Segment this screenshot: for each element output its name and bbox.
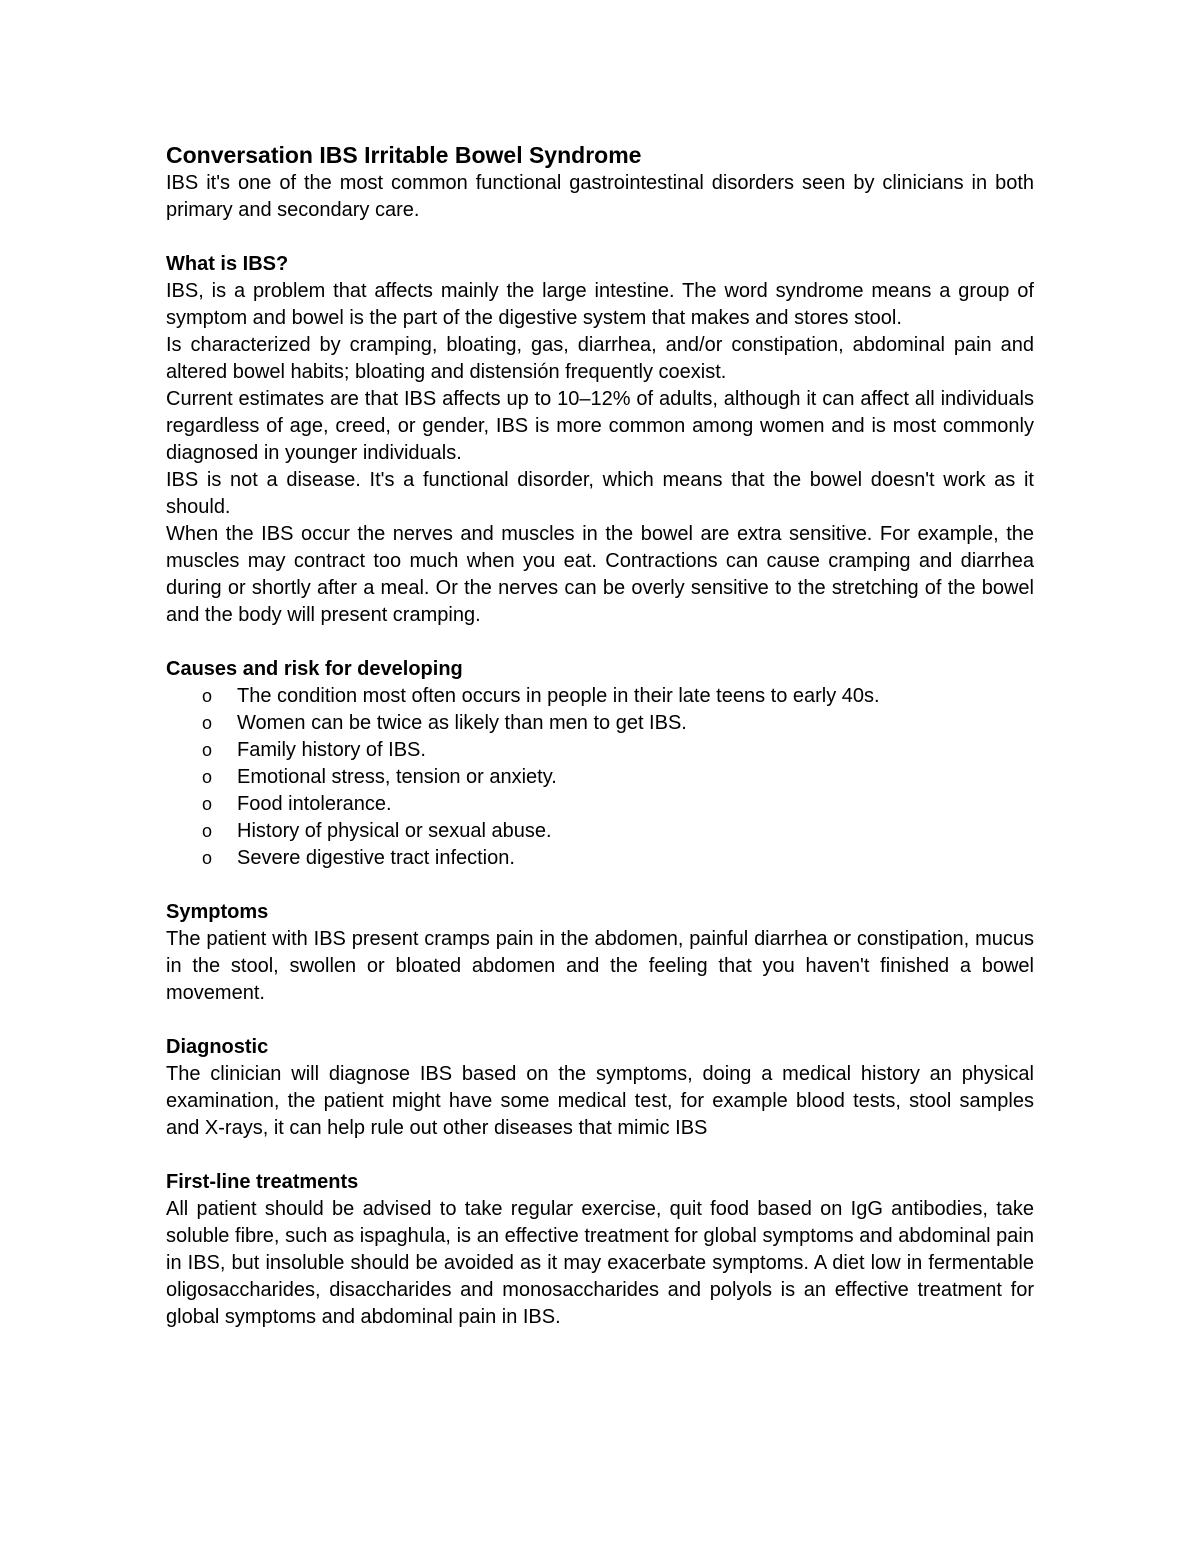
causes-heading: Causes and risk for developing <box>166 658 463 680</box>
bullet-icon: o <box>202 740 213 760</box>
list-item-text: Family history of IBS. <box>237 739 426 761</box>
spacer <box>166 872 1034 899</box>
list-item-text: The condition most often occurs in people in their late teens to early 40s. <box>237 685 880 707</box>
spacer <box>166 1142 1034 1169</box>
document-page <box>166 140 1034 1331</box>
bullet-icon: o <box>202 713 213 733</box>
symptoms-paragraph: The patient with IBS present cramps pain in the abdomen, painful diarrhea or constipation, mucus in the stool, swollen or bloated abdomen and the feeling that you haven't finished a bowel movement. <box>166 928 1034 1004</box>
bullet-icon: o <box>202 767 213 787</box>
bullet-icon: o <box>202 821 213 841</box>
what-is-paragraph-4: IBS is not a disease. It's a functional disorder, which means that the bowel doesn't work as it should. <box>166 469 1034 518</box>
bullet-icon: o <box>202 794 213 814</box>
list-item-text: Severe digestive tract infection. <box>237 847 515 869</box>
what-is-paragraph-3: Current estimates are that IBS affects up to 10–12% of adults, although it can affect all individuals regardless of age, creed, or gender, IBS is more common among women and is most commonly diagnosed in younger individuals. <box>166 388 1034 464</box>
list-item <box>166 737 1034 764</box>
list-item-text: History of physical or sexual abuse. <box>237 820 552 842</box>
bullet-icon: o <box>202 848 213 868</box>
symptoms-heading: Symptoms <box>166 901 269 923</box>
what-is-paragraph-2: Is characterized by cramping, bloating, gas, diarrhea, and/or constipation, abdominal pain and altered bowel habits; bloating and distensión frequently coexist. <box>166 334 1034 383</box>
treatments-heading: First-line treatments <box>166 1171 359 1193</box>
list-item <box>166 845 1034 872</box>
what-is-paragraph-1: IBS, is a problem that affects mainly the large intestine. The word syndrome means a group of symptom and bowel is the part of the digestive system that makes and stores stool. <box>166 280 1034 329</box>
list-item <box>166 818 1034 845</box>
treatments-paragraph: All patient should be advised to take regular exercise, quit food based on IgG antibodies, take soluble fibre, such as ispaghula, is an effective treatment for global symptoms and abdominal pain in IBS, but insoluble should be avoided as it may exacerbate symptoms. A diet low in fermentable oligosaccharides, disaccharides and monosaccharides and polyols is an effective treatment for global symptoms and abdominal pain in IBS. <box>166 1198 1034 1328</box>
list-item <box>166 764 1034 791</box>
list-item <box>166 683 1034 710</box>
list-item-text: Food intolerance. <box>237 793 392 815</box>
diagnostic-paragraph: The clinician will diagnose IBS based on the symptoms, doing a medical history an physical examination, the patient might have some medical test, for example blood tests, stool samples and X-rays, it can help rule out other diseases that mimic IBS <box>166 1063 1034 1139</box>
spacer <box>166 224 1034 251</box>
list-item-text: Emotional stress, tension or anxiety. <box>237 766 557 788</box>
spacer <box>166 1007 1034 1034</box>
bullet-icon: o <box>202 686 213 706</box>
list-item <box>166 710 1034 737</box>
list-item-text: Women can be twice as likely than men to get IBS. <box>237 712 687 734</box>
spacer <box>166 629 1034 656</box>
what-is-ibs-heading: What is IBS? <box>166 253 289 275</box>
causes-list <box>166 683 1034 872</box>
what-is-paragraph-5: When the IBS occur the nerves and muscles in the bowel are extra sensitive. For example, the muscles may contract too much when you eat. Contractions can cause cramping and diarrhea during or shortly after a meal. Or the nerves can be overly sensitive to the stretching of the bowel and the body will present cramping. <box>166 523 1034 626</box>
document-title: Conversation IBS Irritable Bowel Syndrome <box>166 142 642 168</box>
intro-paragraph: IBS it's one of the most common functional gastrointestinal disorders seen by clinicians in both primary and secondary care. <box>166 172 1034 221</box>
diagnostic-heading: Diagnostic <box>166 1036 269 1058</box>
list-item <box>166 791 1034 818</box>
